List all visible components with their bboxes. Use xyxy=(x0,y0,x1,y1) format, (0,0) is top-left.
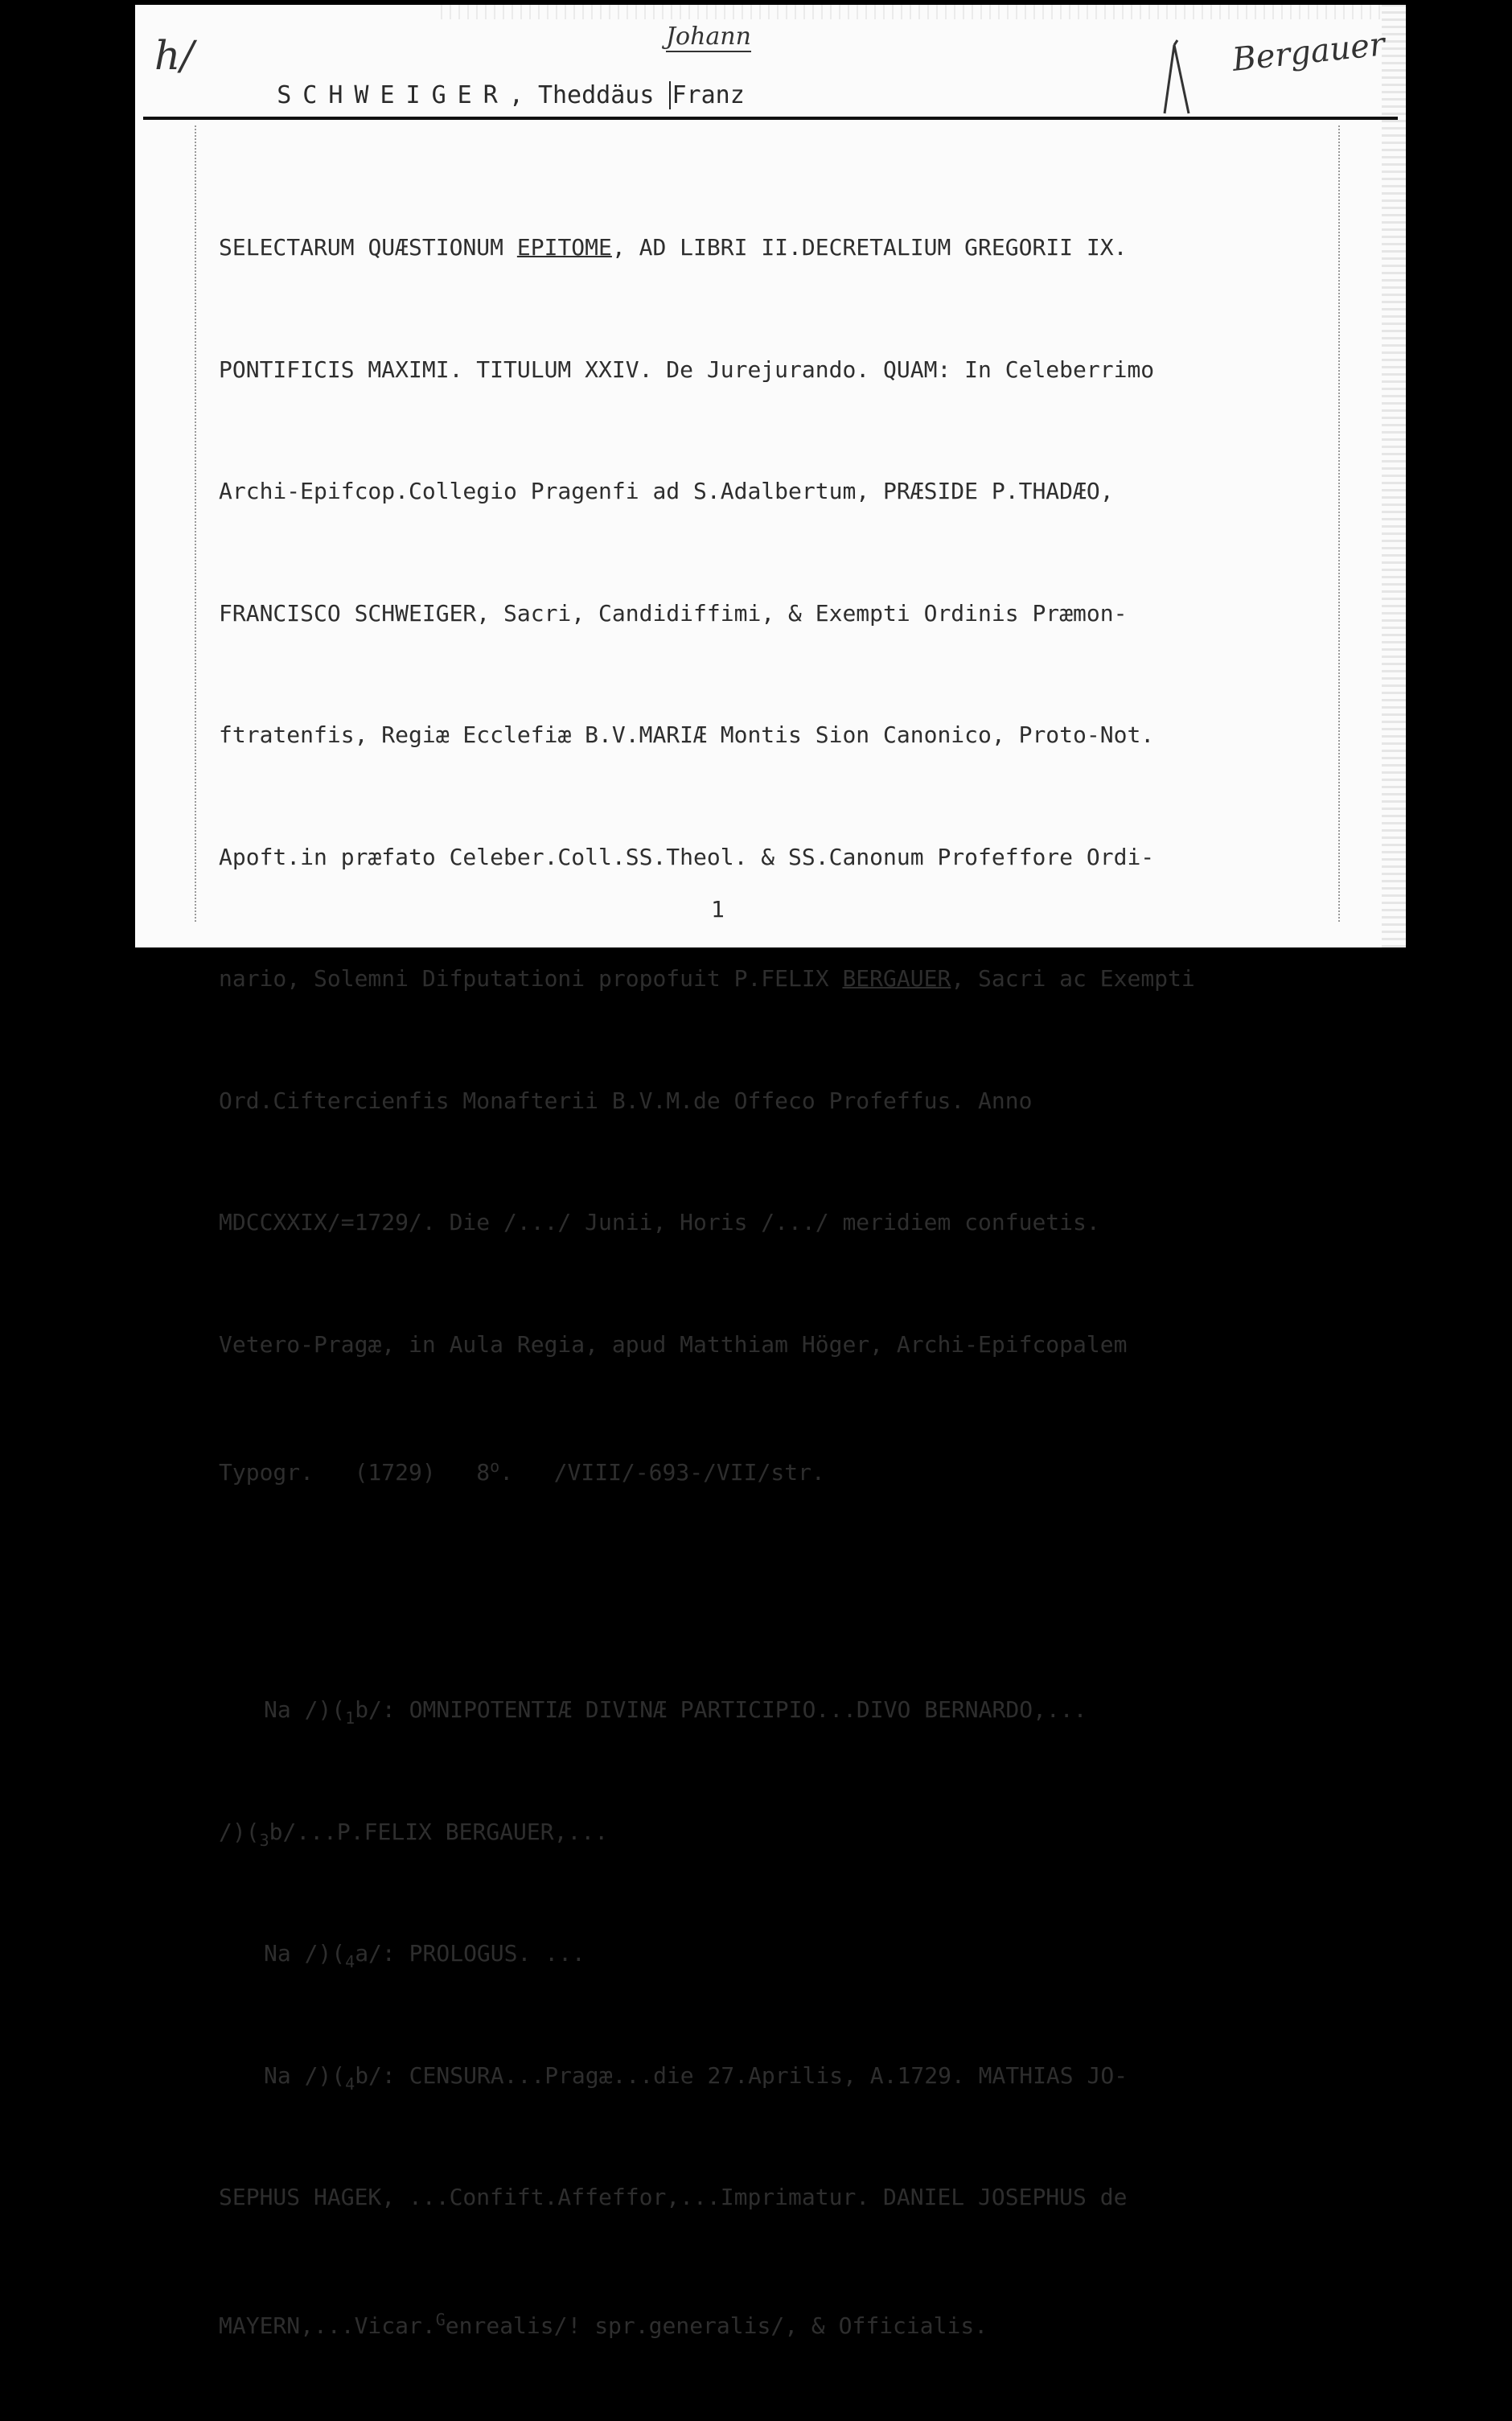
catalog-entry xyxy=(219,146,1377,2421)
note-line-3: Na $/)(_4a/$: PROLOGUS. ... xyxy=(264,1940,585,1971)
entry-line-10: Vetero-Pragæ, in Aula Regia, apud Matthiam Höger, Archi-Epifcopalem xyxy=(219,1330,1128,1358)
left-margin-rule xyxy=(195,125,196,922)
header-separator: , xyxy=(508,81,524,109)
note-line-1: Na $/)(_1b/$: OMNIPOTENTIÆ DIVINÆ PARTICIPIO...DIVO BERNARDO,... xyxy=(264,1696,1087,1728)
note-line-4: Na $/)(_4b/$: CENSURA...Pragæ...die 27.Aprilis, A.1729. MATHIAS JO- xyxy=(264,2061,1128,2094)
entry-line-2: PONTIFICIS MAXIMI. TITULUM XXIV. De Jurejurando. QUAM: In Celeberrimo xyxy=(219,356,1155,383)
author-second-name: Franz xyxy=(669,81,745,109)
header-rule xyxy=(143,117,1398,120)
entry-line-7: nario, Solemni Difputationi propofuit P.FELIX BERGAUER, Sacri ac Exempti xyxy=(219,965,1195,992)
entry-line-6: Apoft.in præfato Celeber.Coll.SS.Theol. & SS.Canonum Profeffore Ordi- xyxy=(219,843,1155,870)
handwritten-note: Bergauer xyxy=(1231,26,1387,79)
scan-noise-top xyxy=(441,5,1382,19)
entry-line-3: Archi-Epifcop.Collegio Pragenfi ad S.Adalbertum, PRÆSIDE P.THADÆO, xyxy=(219,478,1114,504)
handwritten-bracket xyxy=(1157,37,1205,117)
handwritten-insert: Johann xyxy=(666,23,751,51)
underlined-epitome: EPITOME xyxy=(516,234,612,261)
author-surname: SCHWEIGER xyxy=(277,81,509,109)
entry-line-1: SELECTARUM QUÆSTIONUM EPITOME, AD LIBRI II.DECRETALIUM GREGORII IX. xyxy=(219,234,1128,261)
note-line-5: SEPHUS HAGEK, ...Confift.Affeffor,...Imprimatur. DANIEL JOSEPHUS de xyxy=(219,2184,1128,2210)
entry-line-5: ftratenfis, Regiæ Ecclefiæ B.V.MARIÆ Montis Sion Canonico, Proto-Not. xyxy=(219,721,1155,748)
catalog-card xyxy=(135,5,1406,2339)
entry-line-8: Ord.Ciftercienfis Monafterii B.V.M.de Offeco Profeffus. Anno xyxy=(219,1087,1033,1114)
handwritten-mark: h/ xyxy=(154,32,195,79)
entry-line-9: MDCCXXIX/=1729/. Die /.../ Junii, Horis /.../ meridiem confuetis. xyxy=(219,1209,1100,1235)
note-line-6: MAYERN,...Vicar.$^G$enrealis/! spr.generalis/, & Officialis. xyxy=(219,2309,988,2339)
entry-line-4: FRANCISCO SCHWEIGER, Sacri, Candidiffimi, & Exempti Ordinis Præmon- xyxy=(219,599,1128,627)
author-given-name: Theddäus xyxy=(537,81,655,109)
note-line-2: $/)(_3b/...P.FELIX$ BERGAUER,... xyxy=(219,1818,609,1850)
underlined-bergauer: BERGAUER xyxy=(842,965,951,992)
scan-noise-right xyxy=(1382,5,1406,947)
entry-line-11: Typogr. (1729) 8$^o$. /VIII/-693-/VII/str. xyxy=(219,1457,825,1486)
page-number: 1 xyxy=(711,896,725,923)
card-header xyxy=(219,53,745,138)
